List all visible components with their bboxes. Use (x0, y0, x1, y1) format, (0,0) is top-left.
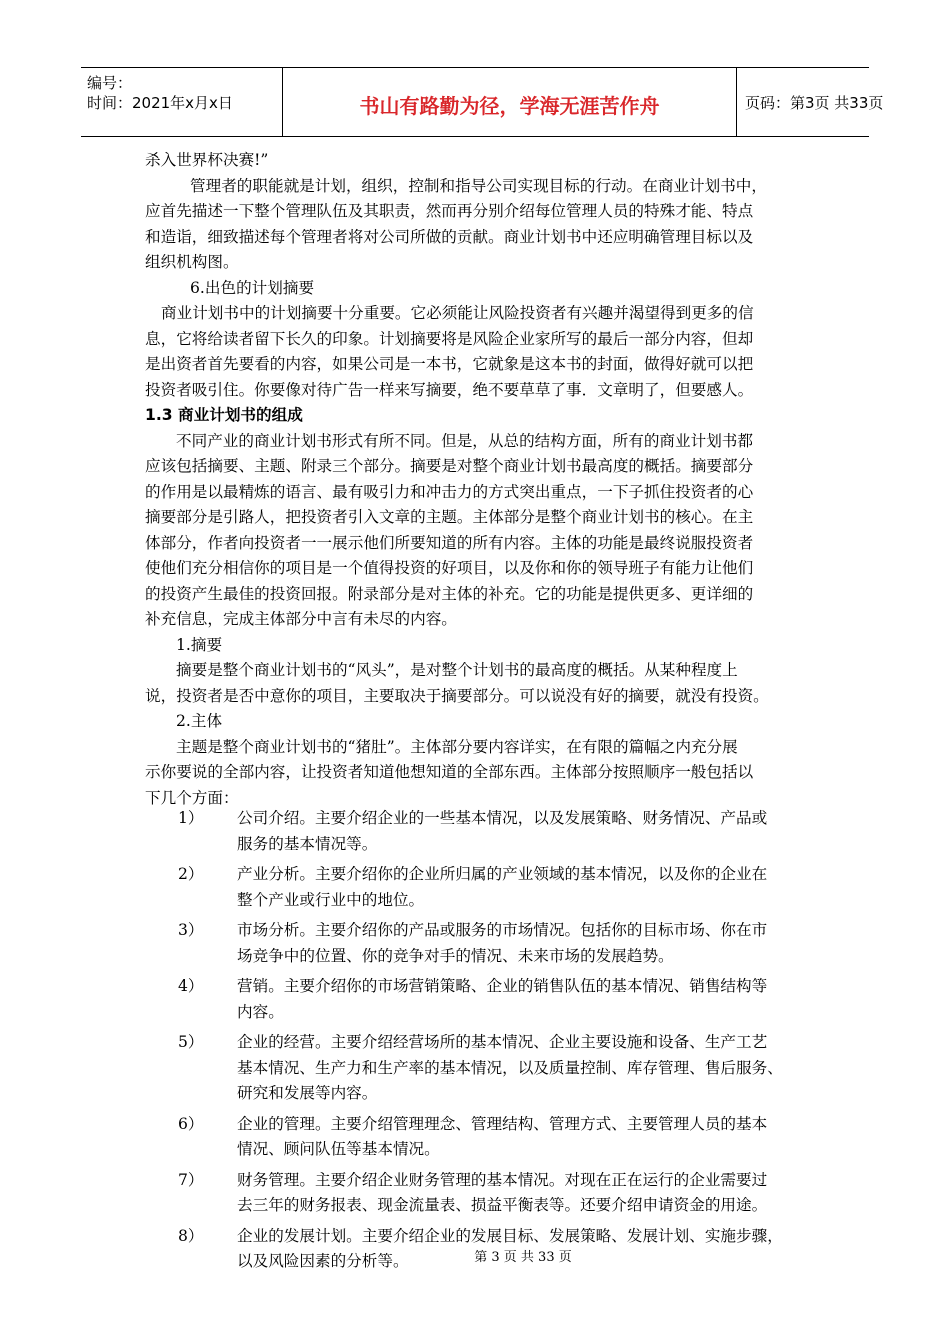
text-line: 应首先描述一下整个管理队伍及其职责，然而再分别介绍每位管理人员的特殊才能、特点 (145, 202, 754, 220)
text-line: 不同产业的商业计划书形式有所不同。但是，从总的结构方面，所有的商业计划书都 (176, 431, 753, 450)
text-line: 营销。主要介绍你的市场营销策略、企业的销售队伍的基本情况、销售结构等 (237, 977, 768, 995)
text-line: 说，投资者是否中意你的项目，主要取决于摘要部分。可以说没有好的摘要，就没有投资。 (145, 686, 769, 705)
list-item (145, 862, 825, 913)
text-line: 产业分析。主要介绍你的企业所归属的产业领域的基本情况，以及你的企业在 (237, 865, 768, 883)
document-date-label: 时间：2021年x月x日 (87, 94, 233, 112)
list-item-number: 5） (178, 1033, 204, 1051)
text-line: 摘要是整个商业计划书的“风头”，是对整个计划书的最高度的概括。从某种程度上 (176, 661, 738, 679)
text-line: 使他们充分相信你的项目是一个值得投资的好项目，以及你和你的领导班子有能力让他们 (145, 559, 754, 577)
text-line: 摘要部分是引路人，把投资者引入文章的主题。主体部分是整个商业计划书的核心。在主 (145, 508, 754, 526)
list-item-text (237, 806, 825, 857)
list-item-number: 6） (178, 1114, 204, 1133)
text-line: 企业的经营。主要介绍经营场所的基本情况、企业主要设施和设备、生产工艺 (237, 1033, 768, 1051)
text-line: 的投资产生最佳的投资回报。附录部分是对主体的补充。它的功能是提供更多、更详细的 (145, 584, 754, 603)
subheading-main-body (145, 709, 807, 735)
text-line: 组织机构图。 (145, 253, 239, 271)
list-item (145, 806, 825, 857)
list-item-number: 3） (178, 921, 204, 939)
paragraph-plan-summary (145, 301, 807, 403)
text-line: 财务管理。主要介绍企业财务管理的基本情况。对现在正在运行的企业需要过 (237, 1170, 768, 1189)
text-line: 体部分，作者向投资者一一展示他们所要知道的所有内容。主体的功能是最终说服投资者 (145, 533, 754, 552)
text-line: 公司介绍。主要介绍企业的一些基本情况，以及发展策略、财务情况、产品或 (237, 809, 768, 827)
document-number-label: 编号： (87, 74, 133, 92)
text-line: 杀入世界杯决赛!” (145, 151, 269, 169)
paragraph-summary (145, 658, 807, 709)
list-item-number: 2） (178, 865, 204, 883)
text-line: 基本情况、生产力和生产率的基本情况，以及质量控制、库存管理、售后服务、 (237, 1058, 783, 1077)
list-item-number: 8） (178, 1226, 204, 1245)
document-body (145, 148, 807, 811)
list-item-text (237, 1030, 825, 1107)
text-line: 6.出色的计划摘要 (190, 278, 315, 297)
text-line: 息，它将给读者留下长久的印象。计划摘要将是风险企业家所写的最后一部分内容，但却 (145, 329, 754, 348)
header-table (81, 67, 884, 137)
text-line: 和造诣，细致描述每个管理者将对公司所做的贡献。商业计划书中还应明确管理目标以及 (145, 227, 754, 246)
text-line: 商业计划书中的计划摘要十分重要。它必须能让风险投资者有兴趣并渴望得到更多的信 (161, 304, 754, 322)
list-item-number: 1） (178, 809, 204, 827)
list-item (145, 918, 825, 969)
text-line: 1.摘要 (176, 635, 223, 654)
text-line: 场竞争中的位置、你的竞争对手的情况、未来市场的发展趋势。 (237, 946, 674, 965)
list-item-text (237, 862, 825, 913)
text-line: 市场分析。主要介绍你的产品或服务的市场情况。包括你的目标市场、你在市 (237, 921, 768, 939)
page-footer (0, 1246, 950, 1265)
header-motto: 书山有路勤为径，学海无涯苦作舟 (359, 94, 660, 118)
subheading-summary (145, 633, 807, 659)
header-page-number: 页码：第3页 共33页 (745, 94, 884, 112)
subheading-plan-summary (145, 276, 807, 302)
text-line: 补充信息，完成主体部分中言有未尽的内容。 (145, 610, 457, 628)
list-item-text (237, 1112, 825, 1163)
header-left-cell (81, 68, 283, 136)
paragraph-continuation (145, 148, 807, 174)
text-line: 情况、顾问队伍等基本情况。 (237, 1140, 440, 1158)
text-line: 研究和发展等内容。 (237, 1084, 378, 1102)
header-motto-cell (283, 68, 737, 136)
text-line: 主题是整个商业计划书的“猪肚”。主体部分要内容详实，在有限的篇幅之内充分展 (176, 737, 738, 756)
text-line: 2.主体 (176, 712, 223, 730)
list-item (145, 1168, 825, 1219)
list-item-text (237, 1168, 825, 1219)
list-item (145, 1112, 825, 1163)
header-page-cell (737, 68, 884, 136)
paragraph-main-body (145, 735, 807, 812)
text-line: 服务的基本情况等。 (237, 834, 378, 853)
text-line: 以及风险因素的分析等。 (237, 1252, 409, 1270)
list-item-number: 4） (178, 977, 204, 995)
list-item-text (237, 918, 825, 969)
text-line: 企业的管理。主要介绍管理理念、管理结构、管理方式、主要管理人员的基本 (237, 1114, 768, 1133)
paragraph-management (145, 174, 807, 276)
list-item-text (237, 974, 825, 1025)
text-line: 内容。 (237, 1002, 284, 1021)
text-line: 整个产业或行业中的地位。 (237, 890, 425, 909)
text-line: 示你要说的全部内容，让投资者知道他想知道的全部东西。主体部分按照顺序一般包括以 (145, 763, 754, 781)
list-item (145, 974, 825, 1025)
paragraph-composition (145, 429, 807, 633)
footer-page-number: 第 3 页 共 33 页 (474, 1250, 572, 1265)
list-item-number: 7） (178, 1170, 204, 1189)
text-line: 管理者的职能就是计划，组织，控制和指导公司实现目标的行动。在商业计划书中， (190, 176, 767, 195)
numbered-list (145, 806, 825, 1280)
text-line: 下几个方面： (145, 788, 239, 807)
section-heading-1-3: 1.3 商业计划书的组成 (145, 406, 303, 424)
text-line: 去三年的财务报表、现金流量表、损益平衡表等。还要介绍申请资金的用途。 (237, 1196, 768, 1214)
text-line: 应该包括摘要、主题、附录三个部分。摘要是对整个商业计划书最高度的概括。摘要部分 (145, 457, 754, 475)
list-item (145, 1030, 825, 1107)
text-line: 企业的发展计划。主要介绍企业的发展目标、发展策略、发展计划、实施步骤， (237, 1226, 783, 1245)
text-line: 是出资者首先要看的内容，如果公司是一本书，它就象是这本书的封面，做得好就可以把 (145, 355, 754, 373)
text-line: 投资者吸引住。你要像对待广告一样来写摘要，绝不要草草了事．文章明了，但要感人。 (145, 380, 754, 399)
text-line: 的作用是以最精炼的语言、最有吸引力和冲击力的方式突出重点，一下子抓住投资者的心 (145, 482, 754, 501)
